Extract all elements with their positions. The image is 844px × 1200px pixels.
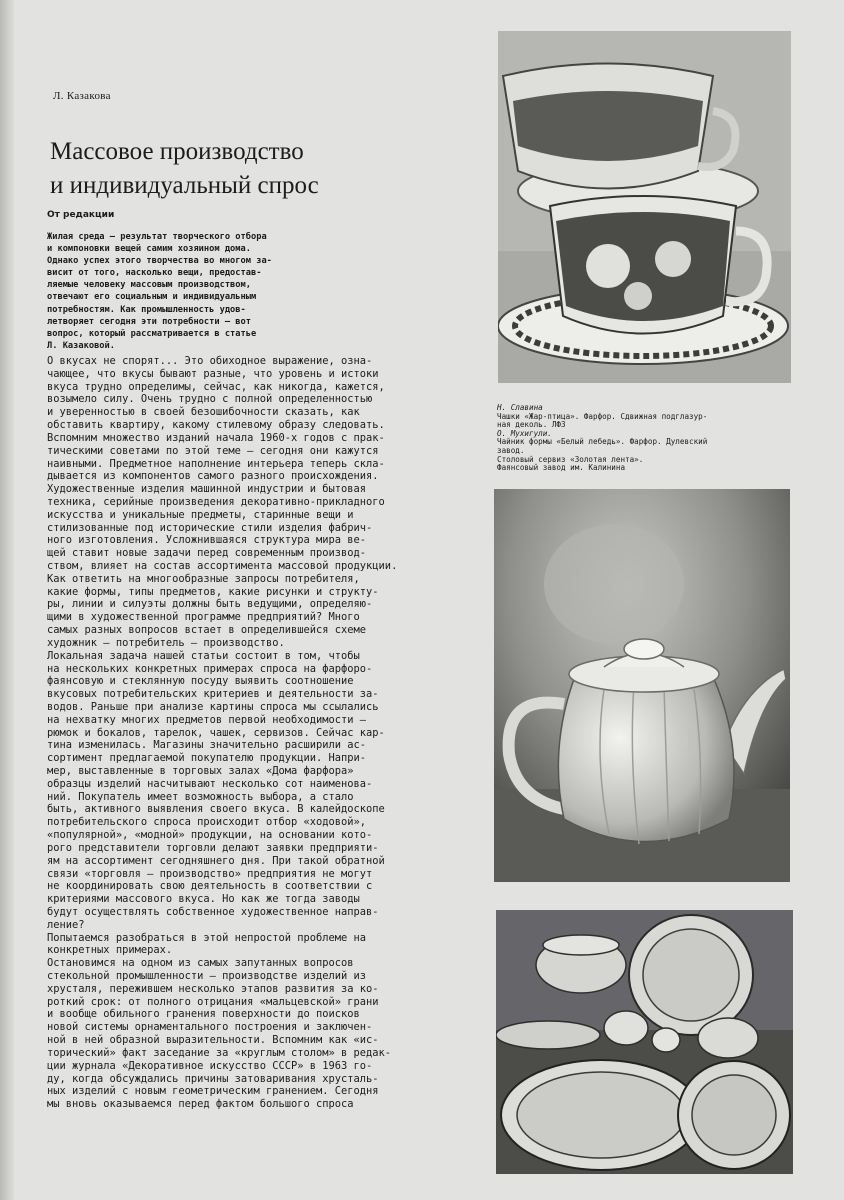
body-line: художник — потребитель — производство. xyxy=(47,636,285,649)
body-line: мы вновь оказываемся перед фактом большого спроса xyxy=(47,1098,354,1111)
body-line: новой системы орнаментального построения и заключен- xyxy=(47,1021,373,1034)
page-fold-shadow xyxy=(0,0,14,1200)
photo-captions xyxy=(497,404,797,473)
body-line: связи «торговля — производство» предприятия не могут xyxy=(47,867,373,880)
dinner-service-illustration xyxy=(496,910,793,1174)
photo-dinner-service xyxy=(496,910,793,1174)
body-line: техника, серийные произведения декоративно-прикладного xyxy=(47,495,385,508)
caption-line: Чайник формы «Белый лебедь». Фарфор. Дулевский xyxy=(497,437,708,447)
lead-line: вопрос, который рассматривается в статье xyxy=(47,328,257,339)
lead-line: отвечают его социальным и индивидуальным xyxy=(47,292,257,303)
body-line: ством, влияет на состав ассортимента массовой продукции. xyxy=(47,560,398,572)
body-line: возымело силу. Очень трудно с полной определенностью xyxy=(47,393,373,406)
photo-teacups xyxy=(498,31,791,383)
caption-line: Чашки «Жар-птица». Фарфор. Сдвижная подглазур- xyxy=(497,411,708,421)
body-line: рого представители торговли делают заявки предприяти- xyxy=(47,841,379,854)
body-line: рюмок и бокалов, тарелок, чашек, сервизов. Сейчас кар- xyxy=(47,726,385,739)
body-line: наивными. Предметное наполнение интерьера теперь скла- xyxy=(47,457,385,470)
body-line: вкуса трудно определимы, сейчас, как никогда, кажется, xyxy=(47,380,385,393)
body-line: и уверенностью в своей безошибочности сказать, как xyxy=(47,406,360,419)
body-line: стилизованные под исторические стили изделия фабрич- xyxy=(47,521,373,534)
caption-author: О. Мухигули. xyxy=(497,428,552,438)
body-line: Остановимся на одном из самых запутанных вопросов xyxy=(47,957,354,970)
title-line: Массовое производство xyxy=(50,137,304,165)
body-line: Попытаемся разобраться в этой непростой проблеме на xyxy=(47,931,367,944)
photo-teapot xyxy=(494,489,790,882)
body-line: О вкусах не спорят... Это обиходное выражение, озна- xyxy=(47,355,373,367)
article-body xyxy=(47,355,427,1111)
body-line: ний. Покупатель имеет возможность выбора, а стало xyxy=(47,790,354,803)
body-line: будут осуществлять собственное художественное направ- xyxy=(47,905,379,918)
body-line: торический» факт заседание за «круглым столом» в редак- xyxy=(47,1046,392,1059)
caption-author: Н. Славина xyxy=(497,403,543,412)
body-line: ям на ассортимент сегодняшнего дня. При такой обратной xyxy=(47,854,385,867)
body-line: чающее, что вкусы бывают разные, что уровень и истоки xyxy=(47,367,379,380)
body-line: водов. Раньше при анализе картины спроса мы ссылались xyxy=(47,700,379,713)
body-line: ры, линии и силуэты должны быть ведущими, определяю- xyxy=(47,598,373,611)
lead-line: Жилая среда — результат творческого отбора xyxy=(47,232,267,242)
body-line: сортимент предлагаемой покупателю продукции. Напри- xyxy=(47,752,367,765)
body-line: мер, выставленные в торговых залах «Дома фарфора» xyxy=(47,765,354,777)
body-line: конкретных примерах. xyxy=(47,944,173,957)
title-line: и индивидуальный спрос xyxy=(50,171,319,199)
body-line: на нескольких конкретных примерах спроса на фарфоро- xyxy=(47,662,373,675)
body-line: Вспомним множество изданий начала 1960-х годов с прак- xyxy=(47,431,385,444)
body-line: ной в ней образной выразительности. Вспомним как «ис- xyxy=(47,1034,379,1047)
body-line: щей ставит новые задачи перед современным производ- xyxy=(47,547,367,560)
lead-line: и компоновки вещей самим хозяином дома. xyxy=(47,244,251,255)
body-line: не координировать свою деятельность в соответствии с xyxy=(47,880,373,893)
lead-line: летворяет сегодня эти потребности — вот xyxy=(47,316,251,327)
body-line: хрусталя, пережившем несколько этапов развития за ко- xyxy=(47,982,379,995)
body-line: образцы изделий насчитывают несколько сот наименова- xyxy=(47,777,373,790)
body-line: стекольной промышленности — производстве изделий из xyxy=(47,970,367,982)
body-line: критериями массового вкуса. Но как же тогда заводы xyxy=(47,893,360,906)
caption-line: завод. xyxy=(497,445,525,455)
lead-line: Л. Казаковой. xyxy=(47,340,115,351)
body-line: тина изменилась. Магазины значительно расширили ас- xyxy=(47,739,367,752)
body-line: какие формы, типы предметов, какие рисунки и структу- xyxy=(47,585,379,598)
body-line: ных изделий с новым геометрическим гранением. Сегодня xyxy=(47,1085,379,1098)
body-line: ного изготовления. Усложнившаяся структура мира ве- xyxy=(47,534,367,547)
lead-line: висит от того, насколько вещи, предостав- xyxy=(47,268,262,279)
body-line: искусства и уникальные предметы, старинные вещи и xyxy=(47,508,354,521)
teacups-illustration xyxy=(498,31,791,383)
body-line: Художественные изделия машинной индустрии и бытовая xyxy=(47,483,367,496)
body-line: на нехватку многих предметов первой необходимости — xyxy=(47,713,367,726)
lead-line: Однако успех этого творчества во многом за- xyxy=(47,256,272,267)
body-line: самых разных вопросов встает в определившейся схеме xyxy=(47,624,367,637)
body-line: Локальная задача нашей статьи состоит в том, чтобы xyxy=(47,649,360,662)
teapot-illustration xyxy=(494,489,790,882)
article-author: Л. Казакова xyxy=(53,90,111,102)
body-line: и вообще обильного гранения поверхности до поисков xyxy=(47,1008,360,1021)
body-line: тическими советами по этой теме — сегодня они кажутся xyxy=(47,444,379,457)
body-line: ции журнала «Декоративное искусство СССР» в 1963 го- xyxy=(47,1059,373,1072)
lead-line: потребностям. Как промышленность удов- xyxy=(47,304,246,315)
body-line: Как ответить на многообразные запросы потребителя, xyxy=(47,572,360,585)
body-line: дывается из компонентов самого разного происхождения. xyxy=(47,470,379,483)
body-line: фаянсовую и стеклянную посуду выявить соотношение xyxy=(47,675,354,688)
caption-line: ная деколь. ЛФЗ xyxy=(497,420,566,430)
body-line: обставить квартиру, какому стилевому образу следовать. xyxy=(47,419,385,432)
editorial-lead xyxy=(47,231,309,352)
article-title xyxy=(50,135,450,203)
body-line: потребительского спроса происходит отбор «ходовой», xyxy=(47,816,367,829)
caption-line: Фаянсовый завод им. Калинина xyxy=(497,463,626,473)
body-line: щими в художественной программе предприятий? Много xyxy=(47,611,360,624)
caption-line: Столовый сервиз «Золотая лента». xyxy=(497,454,644,464)
body-line: быть, активного выявления своего вкуса. В калейдоскопе xyxy=(47,803,385,816)
body-line: «популярной», «модной» продукции, на основании кото- xyxy=(47,829,373,842)
body-line: роткий срок: от полного отрицания «мальцевской» грани xyxy=(47,995,379,1008)
editorial-heading: От редакции xyxy=(47,210,115,220)
body-line: вкусовых потребительских критериев и деятельности за- xyxy=(47,688,379,701)
body-line: ление? xyxy=(47,918,85,931)
body-line: ду, когда обсуждались причины затоваривания хрусталь- xyxy=(47,1072,379,1085)
lead-line: ляемые человеку массовым производством, xyxy=(47,280,251,291)
